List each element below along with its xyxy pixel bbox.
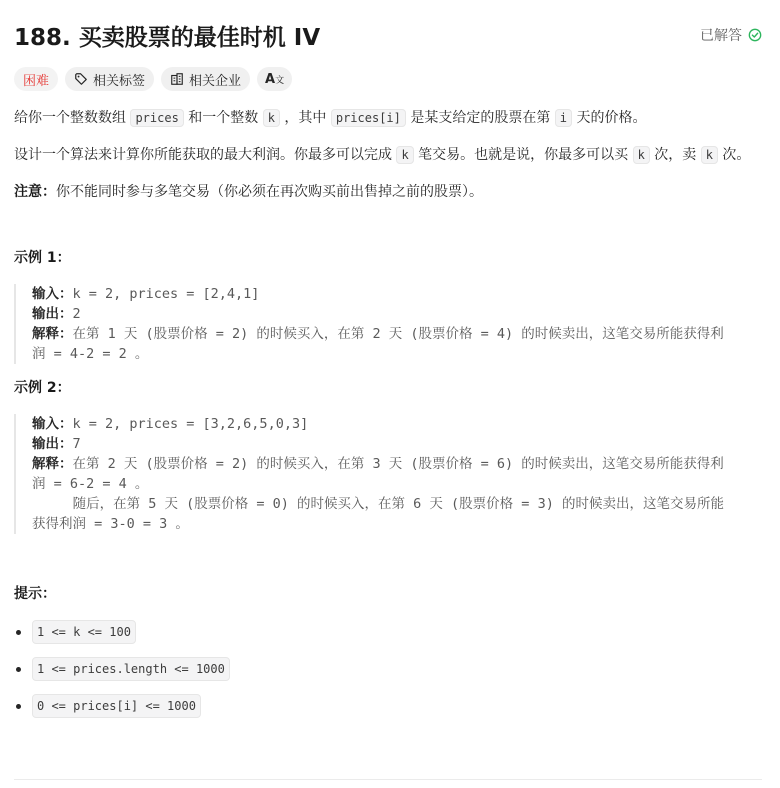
description-paragraph-1: 给你一个整数数组 prices 和一个整数 k ，其中 prices[i] 是某支给定的股票在第 i 天的价格。 [14,110,647,126]
inline-code: i [555,109,572,127]
companies-tag-label: 相关企业 [189,73,242,89]
hints-list [14,620,762,718]
inline-code: k [633,146,650,164]
example-2-title: 示例 2： [14,380,71,396]
example-2-explanation-cont-3: 获得利润 = 3-0 = 3 。 [32,516,189,532]
example-2-input: k = 2, prices = [3,2,6,5,0,3] [72,416,309,432]
note-label: 注意： [14,184,56,200]
description-paragraph-2: 设计一个算法来计算你所能获取的最大利润。你最多可以完成 k 笔交易。也就是说，你最多可以买 k 次，卖 k 次。 [14,147,751,163]
list-item [14,657,762,681]
translate-button[interactable] [257,67,292,91]
problem-title[interactable]: 188. 买卖股票的最佳时机 IV [14,24,321,51]
example-1-explanation-cont: 润 = 4-2 = 2 。 [32,346,149,362]
example-2-block: 输入：k = 2, prices = [3,2,6,5,0,3] 输出：7 解释：在第 2 天 (股票价格 = 2) 的时候买入，在第 3 天 (股票价格 = 6) 的时候卖出，这笔交易所能获得利 润 = 6-2 = 4 。 随后，在第 5 天 (股票价格 = 0) 的时候买入，在第 6 天 (股票价格 = 3) 的时候卖出，这笔交易所能 获得利润 = 3-0 = 3 。 [14,414,762,534]
inline-code: k [263,109,280,127]
topics-tag-button[interactable] [65,67,154,91]
translate-icon: A文 [265,71,285,87]
constraint-code: 1 <= prices.length <= 1000 [32,657,230,681]
title-row [14,18,762,52]
example-1-explanation: 在第 1 天 (股票价格 = 2) 的时候买入，在第 2 天 (股票价格 = 4) 的时候卖出，这笔交易所能获得利 [72,326,724,342]
solved-label: 已解答 [700,28,742,44]
example-1-block: 输入：k = 2, prices = [2,4,1] 输出：2 解释：在第 1 天 (股票价格 = 2) 的时候买入，在第 2 天 (股票价格 = 4) 的时候卖出，这笔交易所能获得利 润 = 4-2 = 2 。 [14,284,762,364]
example-2-explanation-cont: 润 = 6-2 = 4 。 [32,476,149,492]
tag-icon [74,72,88,86]
example-2-output: 7 [72,436,81,452]
hints-title: 提示： [14,586,56,602]
example-1-title: 示例 1： [14,250,71,266]
problem-content [14,108,762,731]
topics-tag-label: 相关标签 [93,73,146,89]
inline-code: prices[i] [331,109,406,127]
example-2-explanation: 在第 2 天 (股票价格 = 2) 的时候买入，在第 3 天 (股票价格 = 6) 的时候卖出，这笔交易所能获得利 [72,456,724,472]
list-item [14,620,762,644]
example-1-input: k = 2, prices = [2,4,1] [72,286,260,302]
solved-status [700,25,762,45]
note-paragraph [14,182,762,202]
difficulty-badge: 困难 [14,67,58,91]
tag-bar [14,67,292,91]
note-text: 你不能同时参与多笔交易（你必须在再次购买前出售掉之前的股票）。 [56,184,483,200]
inline-code: prices [130,109,183,127]
list-item [14,694,762,718]
inline-code: k [396,146,413,164]
building-icon [170,72,184,86]
example-2-explanation-cont-2: 随后，在第 5 天 (股票价格 = 0) 的时候买入，在第 6 天 (股票价格 = 3) 的时候卖出，这笔交易所能 [32,496,724,512]
companies-tag-button[interactable] [161,67,250,91]
bottom-divider [14,779,762,780]
inline-code: k [701,146,718,164]
check-circle-icon [748,28,762,42]
constraint-code: 1 <= k <= 100 [32,620,136,644]
constraint-code: 0 <= prices[i] <= 1000 [32,694,201,718]
example-1-output: 2 [72,306,81,322]
